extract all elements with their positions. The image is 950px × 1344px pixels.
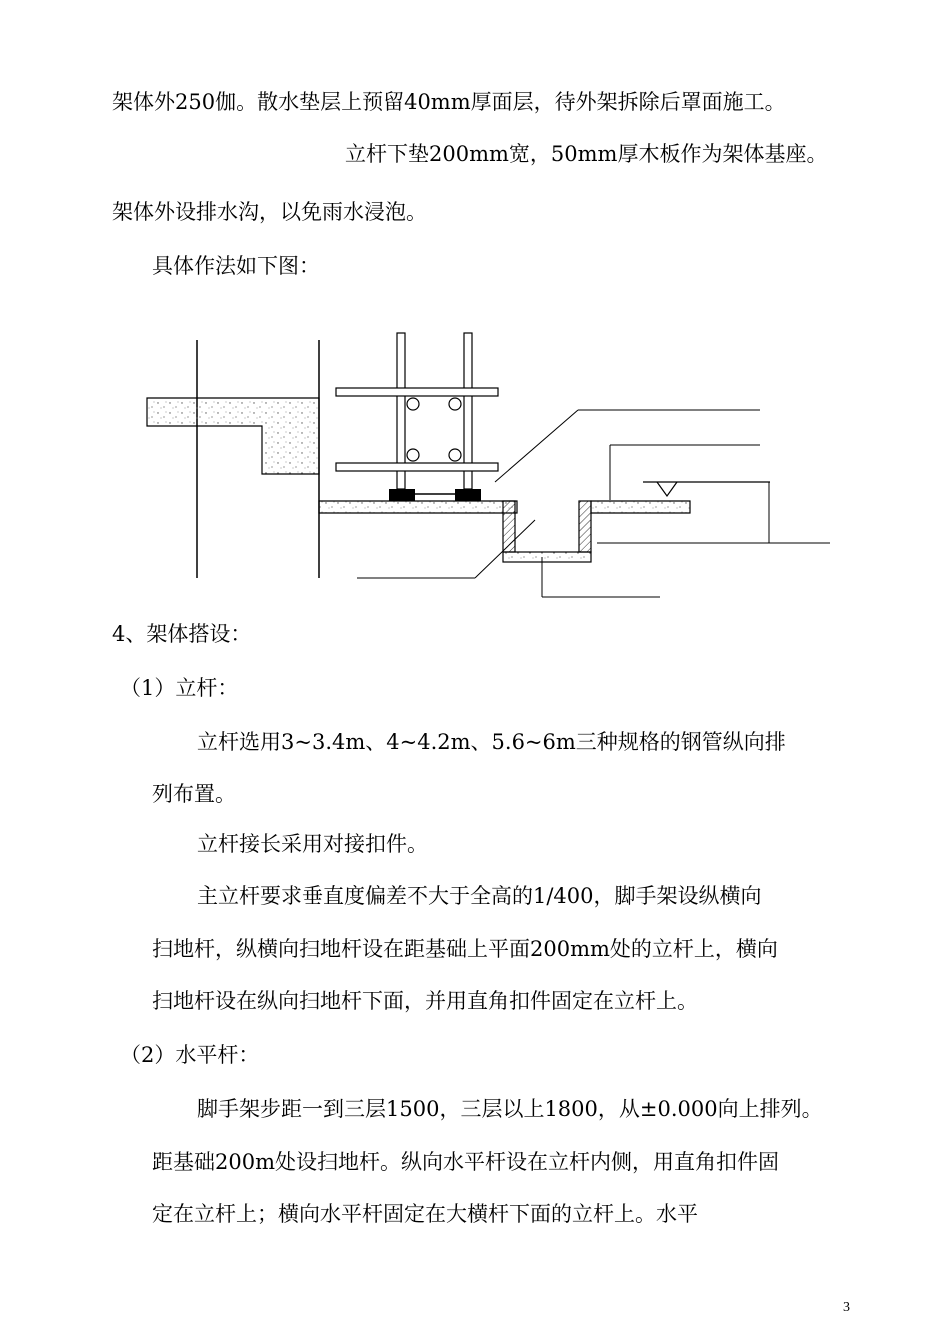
subheading-2: （2）水平杆： [120, 1043, 260, 1067]
line-p8c: 定在立杆上；横向水平杆固定在大横杆下面的立杆上。水平 [152, 1202, 698, 1226]
line-p4: 具体作法如下图： [152, 254, 320, 278]
line-p2: 立杆下垫200mm宽，50mm厚木板作为架体基座。 [345, 142, 828, 166]
apron-slab-left [319, 501, 517, 513]
ground-level-marker [643, 482, 770, 496]
scaffold-base-diagram [0, 0, 950, 620]
scaffold-frame [336, 333, 498, 489]
line-p5a: 立杆选用3~3.4m、4~4.2m、5.6~6m三种规格的钢管纵向排 [197, 730, 786, 754]
line-p7a: 主立杆要求垂直度偏差不大于全高的1/400，脚手架设纵横向 [197, 884, 762, 908]
subheading-1: （1）立杆： [120, 676, 239, 700]
line-p5b: 列布置。 [152, 782, 236, 806]
floor-slab [147, 398, 319, 474]
line-p8a: 脚手架步距一到三层1500，三层以上1800，从±0.000向上排列。 [197, 1097, 823, 1121]
apron-slab-right [591, 501, 690, 513]
line-p1: 架体外250伽。散水垫层上预留40mm厚面层，待外架拆除后罩面施工。 [112, 90, 786, 114]
line-p6: 立杆接长采用对接扣件。 [197, 832, 428, 856]
page-number: 3 [843, 1300, 850, 1315]
line-p8b: 距基础200m处设扫地杆。纵向水平杆设在立杆内侧，用直角扣件固 [152, 1150, 779, 1174]
section-heading-4: 4、架体搭设： [112, 622, 252, 646]
line-p7c: 扫地杆设在纵向扫地杆下面，并用直角扣件固定在立杆上。 [152, 989, 698, 1013]
line-p7b: 扫地杆，纵横向扫地杆设在距基础上平面200mm处的立杆上，横向 [152, 937, 778, 961]
line-p3: 架体外设排水沟，以免雨水浸泡。 [112, 200, 427, 224]
base-pads [389, 489, 481, 501]
